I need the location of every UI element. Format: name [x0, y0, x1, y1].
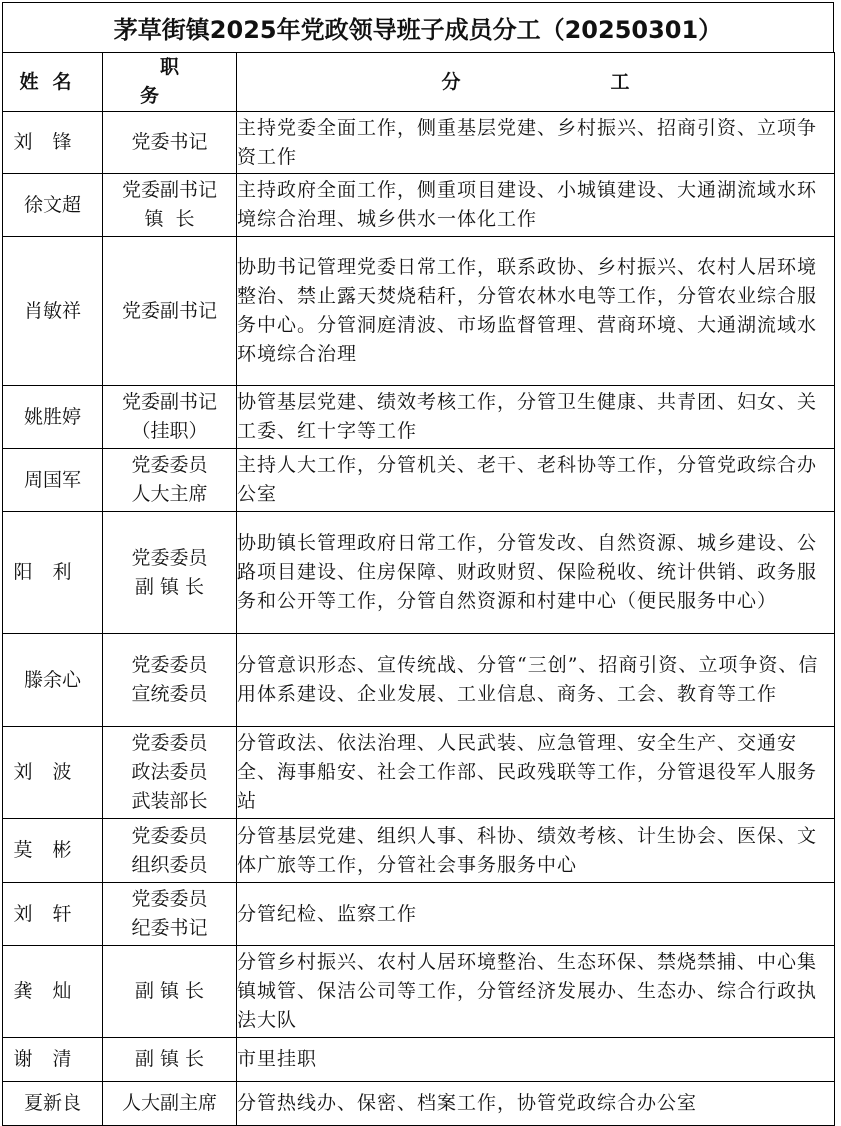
header-title — [103, 53, 237, 112]
member-title-line: 党委委员 — [131, 888, 208, 910]
header-duty-label: 分工 — [441, 70, 780, 93]
member-title-line: 党委委员 — [131, 824, 208, 847]
member-name: 姚胜婷 — [3, 386, 103, 449]
member-title-line: 党委副书记 — [121, 391, 217, 413]
member-title — [103, 237, 237, 386]
member-duty: 分管基层党建、组织人事、科协、绩效考核、计生协会、医保、文体广旅等工作，分管社会事务服务中心 — [237, 819, 835, 883]
member-title-line: 政法委员 — [131, 761, 208, 783]
member-title — [103, 819, 237, 883]
member-duty: 主持人大工作，分管机关、老干、老科协等工作，分管党政综合办公室 — [237, 449, 835, 512]
member-name: 莫彬 — [3, 819, 103, 883]
member-duty: 主持党委全面工作，侧重基层党建、乡村振兴、招商引资、立项争资工作 — [237, 112, 835, 174]
member-title — [103, 449, 237, 512]
member-duty: 主持政府全面工作，侧重项目建设、小城镇建设、大通湖流域水环境综合治理、城乡供水一体化工作 — [237, 174, 835, 237]
header-duty — [237, 53, 835, 112]
header-row — [3, 53, 835, 112]
member-title-line: 人大副主席 — [121, 1092, 217, 1114]
member-title — [103, 883, 237, 946]
member-duty: 协助镇长管理政府日常工作，分管发改、自然资源、城乡建设、公路项目建设、住房保障、财政财贸、保险税收、统计供销、政务服务和公开等工作，分管自然资源和村建中心（便民服务中心） — [237, 512, 835, 634]
member-title — [103, 727, 237, 819]
member-duty: 协管基层党建、绩效考核工作，分管卫生健康、共青团、妇女、关工委、红十字等工作 — [237, 386, 835, 449]
table-row — [3, 727, 835, 819]
table-row — [3, 819, 835, 883]
member-name: 龚灿 — [3, 946, 103, 1038]
table-row — [3, 237, 835, 386]
member-name: 周国军 — [3, 449, 103, 512]
member-duty: 分管政法、依法治理、人民武装、应急管理、安全生产、交通安全、海事船安、社会工作部、民政残联等工作，分管退役军人服务站 — [237, 727, 835, 819]
member-title-line: （挂职） — [131, 420, 208, 442]
member-title-line: 副 镇 长 — [134, 980, 205, 1002]
table-row — [3, 174, 835, 237]
member-title-line: 党委副书记 — [121, 179, 217, 201]
member-title — [103, 512, 237, 634]
member-title-line: 党委书记 — [131, 131, 208, 153]
member-title — [103, 386, 237, 449]
member-name: 阳利 — [3, 512, 103, 634]
member-title-line: 镇 长 — [144, 208, 195, 230]
header-title-label: 职务 — [139, 56, 219, 107]
member-name: 刘轩 — [3, 883, 103, 946]
table-row — [3, 112, 835, 174]
table-row — [3, 386, 835, 449]
member-name: 肖敏祥 — [3, 237, 103, 386]
member-title-line: 党委委员 — [131, 454, 208, 476]
member-name: 刘波 — [3, 727, 103, 819]
member-duty: 分管意识形态、宣传统战、分管“三创”、招商引资、立项争资、信用体系建设、企业发展、工业信息、商务、工会、教育等工作 — [237, 634, 835, 727]
member-title-line: 副 镇 长 — [134, 575, 205, 598]
member-title — [103, 946, 237, 1038]
table-row — [3, 634, 835, 727]
member-title — [103, 634, 237, 727]
member-name: 滕余心 — [3, 634, 103, 727]
member-title-line: 党委委员 — [131, 732, 208, 754]
member-name: 谢清 — [3, 1038, 103, 1082]
member-name: 徐文超 — [3, 174, 103, 237]
document-title: 茅草街镇2025年党政领导班子成员分工（20250301） — [2, 2, 834, 52]
member-duty: 分管乡村振兴、农村人居环境整治、生态环保、禁烧禁捕、中心集镇城管、保洁公司等工作，分管经济发展办、生态办、综合行政执法大队 — [237, 946, 835, 1038]
member-duty: 分管热线办、保密、档案工作，协管党政综合办公室 — [237, 1082, 835, 1126]
member-name: 夏新良 — [3, 1082, 103, 1126]
member-title — [103, 1082, 237, 1126]
member-title-line: 党委委员 — [131, 654, 208, 676]
member-name: 刘锋 — [3, 112, 103, 174]
member-duty: 协助书记管理党委日常工作，联系政协、乡村振兴、农村人居环境整治、禁止露天焚烧秸秆，分管农林水电等工作，分管农业综合服务中心。分管洞庭清波、市场监督管理、营商环境、大通湖流域水环境综合治理 — [237, 237, 835, 386]
table-row — [3, 883, 835, 946]
member-title-line: 宣统委员 — [131, 683, 208, 705]
member-title-line: 组织委员 — [131, 853, 208, 876]
member-title-line: 武装部长 — [131, 790, 208, 812]
member-duty: 市里挂职 — [237, 1038, 835, 1082]
member-title-line: 副 镇 长 — [134, 1048, 205, 1070]
member-title — [103, 112, 237, 174]
member-title — [103, 174, 237, 237]
member-title-line: 党委委员 — [131, 546, 208, 569]
header-name: 姓名 — [3, 53, 103, 112]
table-body — [3, 112, 835, 1126]
member-title-line: 纪委书记 — [131, 917, 208, 939]
member-duty: 分管纪检、监察工作 — [237, 883, 835, 946]
table-row — [3, 512, 835, 634]
table-row — [3, 1038, 835, 1082]
table-row — [3, 449, 835, 512]
member-title-line: 人大主席 — [131, 483, 208, 505]
member-title — [103, 1038, 237, 1082]
table-row — [3, 1082, 835, 1126]
leadership-table — [2, 52, 835, 1126]
table-row — [3, 946, 835, 1038]
member-title-line: 党委副书记 — [121, 299, 217, 322]
